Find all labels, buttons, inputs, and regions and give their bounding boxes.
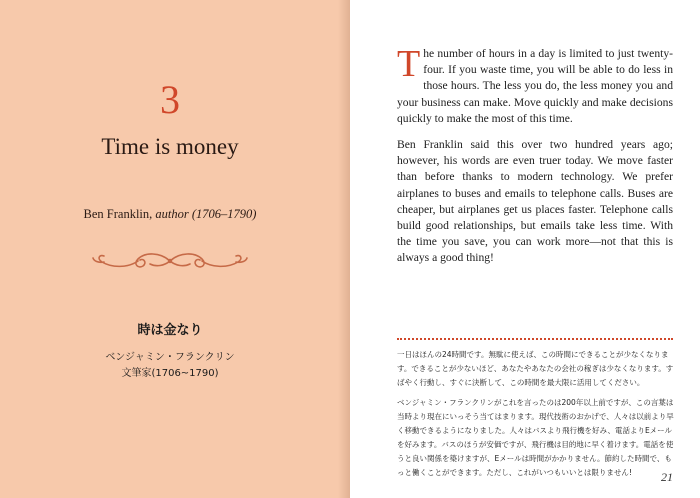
english-paragraph-1-text: he number of hours in a day is limited to just twenty-four. If you waste time, you will be able to do less in those hours. The less you do, the less money you and your business can make. Move quickly and make decisions quickly to make the most of this time. xyxy=(397,47,673,125)
english-paragraph-2: Ben Franklin said this over two hundred years ago; however, his words are even truer today. We move faster than before thanks to modern technology. We prefer airplanes to buses and emails to telephone calls. Buses are cheaper, but airplanes get us places faster. Telephone calls build good relationships, but emails take less time. With the time you save, you can work more—not that this is always a good thing! xyxy=(397,138,673,265)
attribution-role: author (1706–1790) xyxy=(155,207,257,221)
ornament-flourish-icon xyxy=(90,248,250,274)
japanese-author-name: ベンジャミン・フランクリン xyxy=(105,352,235,363)
gutter-shadow xyxy=(338,0,350,498)
attribution-name: Ben Franklin, xyxy=(83,207,156,221)
drop-cap: T xyxy=(397,43,421,85)
japanese-author-role: 文筆家(1706~1790) xyxy=(121,368,219,379)
attribution xyxy=(0,207,340,222)
english-body-text xyxy=(397,43,673,277)
japanese-body-text xyxy=(397,348,675,486)
english-paragraph-1 xyxy=(397,43,673,127)
japanese-title: 時は金なり xyxy=(137,323,203,338)
chapter-title: Time is money xyxy=(101,134,239,159)
dotted-divider xyxy=(397,338,673,340)
japanese-paragraph-2: ベンジャミン・フランクリンがこれを言ったのは200年以上前ですが、この言葉は当時より現在にいっそう当てはまります。現代技術のおかげで、人々は以前より早く移動できるようになりました。人々はバスより飛行機を好み、電話よりEメールを好みます。バスのほうが安価ですが、飛行機は目的地に早く着けます。電話を使うと良い関係を築けますが、Eメールは時間がかかりません。節約した時間で、もっと働くことができます。ただし、これがいつもいいとは限りません! xyxy=(397,398,674,477)
page-number: 21 xyxy=(661,470,673,484)
chapter-number: 3 xyxy=(160,77,180,122)
japanese-paragraph-1: 一日はほんの24時間です。無駄に使えば、この時間にできることが少なくなります。できることが少ないほど、あなたやあなたの会社の稼ぎは少なくなります。すばやく行動し、すぐに決断して、この時間を最大限に活用してください。 xyxy=(397,350,674,387)
